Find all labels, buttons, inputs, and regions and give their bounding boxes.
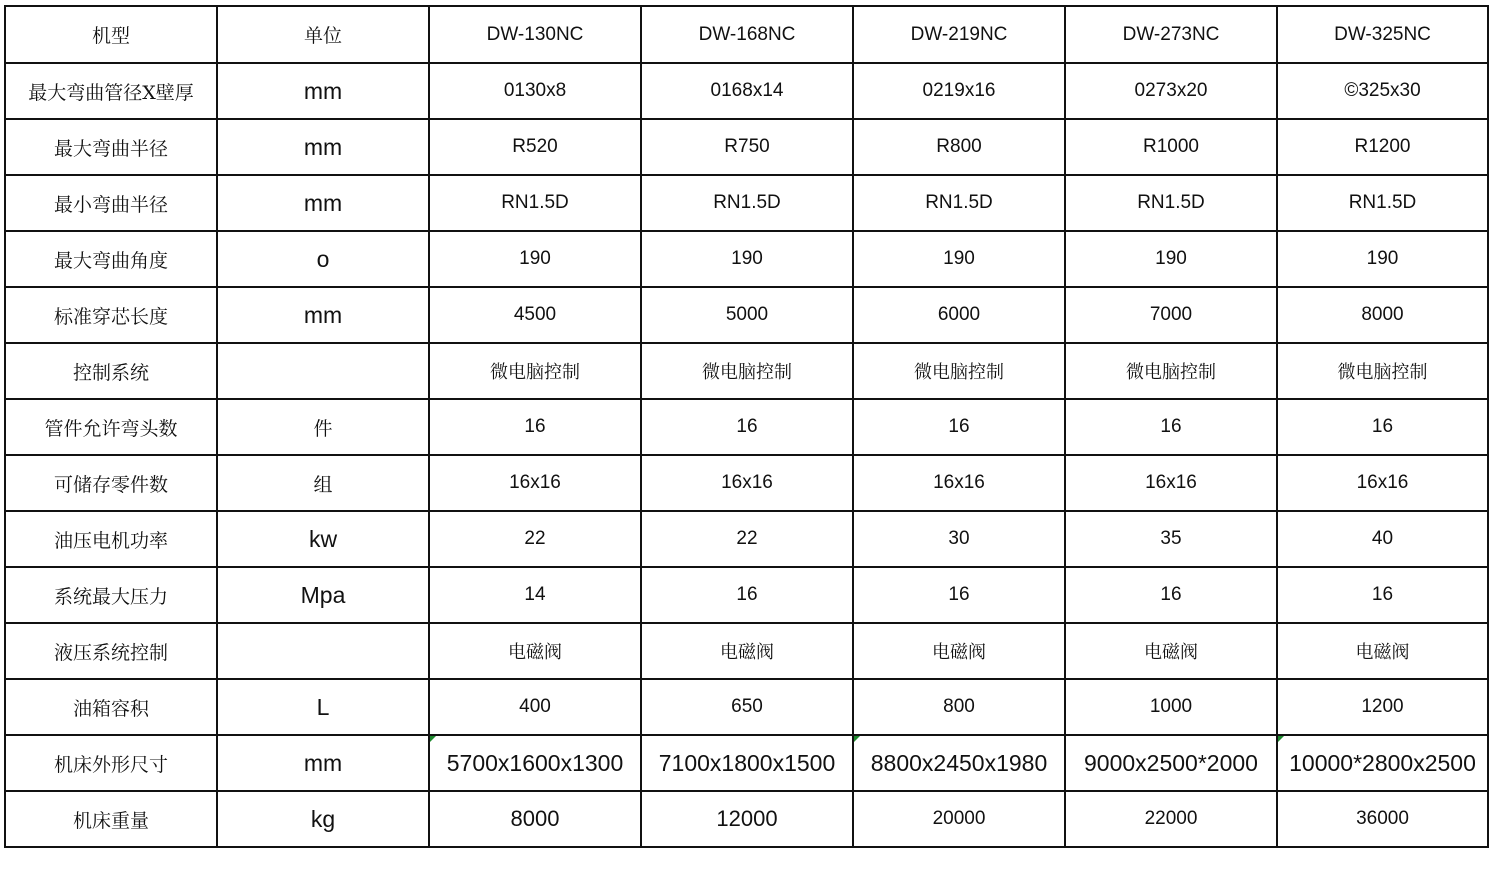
spec-table-body — [5, 6, 1488, 847]
value-cell: 16x16 — [1277, 455, 1488, 511]
value-cell: 16x16 — [429, 455, 641, 511]
value-cell: R1000 — [1065, 119, 1277, 175]
value-cell: 8000 — [429, 791, 641, 847]
comment-marker-icon — [429, 735, 437, 743]
unit-cell: mm — [217, 175, 429, 231]
unit-cell: Mpa — [217, 567, 429, 623]
value-cell: 7000 — [1065, 287, 1277, 343]
header-cell-dw-273nc: DW-273NC — [1065, 6, 1277, 63]
spec-table — [4, 5, 1489, 848]
value-cell: RN1.5D — [429, 175, 641, 231]
value-cell: 7100x1800x1500 — [641, 735, 853, 791]
header-cell-dw-130nc: DW-130NC — [429, 6, 641, 63]
row-label: 机床重量 — [5, 791, 217, 847]
row-label: 油压电机功率 — [5, 511, 217, 567]
value-cell: 12000 — [641, 791, 853, 847]
value-cell: 微电脑控制 — [641, 343, 853, 399]
value-cell — [429, 735, 641, 791]
value-cell: 20000 — [853, 791, 1065, 847]
value-cell: 35 — [1065, 511, 1277, 567]
value-cell: 微电脑控制 — [1065, 343, 1277, 399]
table-row — [5, 63, 1488, 119]
unit-cell — [217, 623, 429, 679]
value-cell: 800 — [853, 679, 1065, 735]
value-cell: 16 — [641, 567, 853, 623]
value-cell: 22 — [429, 511, 641, 567]
unit-cell: mm — [217, 119, 429, 175]
table-row — [5, 791, 1488, 847]
value-cell: 16 — [853, 399, 1065, 455]
table-row — [5, 455, 1488, 511]
value-cell: 1200 — [1277, 679, 1488, 735]
value-cell-content — [854, 736, 1064, 790]
value-cell: 190 — [1065, 231, 1277, 287]
table-row — [5, 399, 1488, 455]
row-label: 最大弯曲管径X壁厚 — [5, 63, 217, 119]
value-cell-content — [1278, 736, 1487, 790]
value-cell-content — [430, 736, 640, 790]
value-cell: 9000x2500*2000 — [1065, 735, 1277, 791]
row-label: 机床外形尺寸 — [5, 735, 217, 791]
value-cell: 22000 — [1065, 791, 1277, 847]
row-label: 最大弯曲角度 — [5, 231, 217, 287]
value-cell: R1200 — [1277, 119, 1488, 175]
value-cell: 190 — [1277, 231, 1488, 287]
value-cell: 16x16 — [853, 455, 1065, 511]
value-cell: 16 — [853, 567, 1065, 623]
header-row — [5, 6, 1488, 63]
row-label: 标准穿芯长度 — [5, 287, 217, 343]
value-cell: 电磁阀 — [641, 623, 853, 679]
value-cell: R750 — [641, 119, 853, 175]
value-text: 5700x1600x1300 — [446, 749, 624, 776]
value-cell: 400 — [429, 679, 641, 735]
table-row — [5, 119, 1488, 175]
row-label: 控制系统 — [5, 343, 217, 399]
value-cell: 30 — [853, 511, 1065, 567]
value-cell: 22 — [641, 511, 853, 567]
value-cell: 190 — [429, 231, 641, 287]
unit-cell — [217, 343, 429, 399]
table-row — [5, 231, 1488, 287]
row-label: 液压系统控制 — [5, 623, 217, 679]
value-cell: 电磁阀 — [429, 623, 641, 679]
comment-marker-icon — [1277, 735, 1285, 743]
value-cell: 40 — [1277, 511, 1488, 567]
value-cell: RN1.5D — [853, 175, 1065, 231]
value-cell: 0219x16 — [853, 63, 1065, 119]
row-label: 最小弯曲半径 — [5, 175, 217, 231]
value-cell: RN1.5D — [1065, 175, 1277, 231]
value-cell: 650 — [641, 679, 853, 735]
table-row — [5, 735, 1488, 791]
header-cell-dw-325nc: DW-325NC — [1277, 6, 1488, 63]
value-cell: 微电脑控制 — [853, 343, 1065, 399]
row-label: 管件允许弯头数 — [5, 399, 217, 455]
row-label: 系统最大压力 — [5, 567, 217, 623]
unit-cell: mm — [217, 735, 429, 791]
table-row — [5, 343, 1488, 399]
header-cell-model: 机型 — [5, 6, 217, 63]
value-cell: 0168x14 — [641, 63, 853, 119]
table-row — [5, 511, 1488, 567]
value-cell: 190 — [853, 231, 1065, 287]
value-cell: 0130x8 — [429, 63, 641, 119]
value-cell: 16 — [429, 399, 641, 455]
row-label: 可储存零件数 — [5, 455, 217, 511]
unit-cell: o — [217, 231, 429, 287]
row-label: 最大弯曲半径 — [5, 119, 217, 175]
header-cell-dw-168nc: DW-168NC — [641, 6, 853, 63]
value-cell: ©325x30 — [1277, 63, 1488, 119]
value-cell: 1000 — [1065, 679, 1277, 735]
value-cell — [1277, 735, 1488, 791]
value-cell: RN1.5D — [641, 175, 853, 231]
value-cell: 36000 — [1277, 791, 1488, 847]
value-cell: 16 — [1277, 567, 1488, 623]
row-label: 油箱容积 — [5, 679, 217, 735]
comment-marker-icon — [853, 735, 861, 743]
value-cell: 16 — [1065, 567, 1277, 623]
value-cell: 电磁阀 — [1065, 623, 1277, 679]
value-cell: 14 — [429, 567, 641, 623]
value-cell: 电磁阀 — [1277, 623, 1488, 679]
value-cell: RN1.5D — [1277, 175, 1488, 231]
table-row — [5, 175, 1488, 231]
unit-cell: mm — [217, 287, 429, 343]
value-cell: 电磁阀 — [853, 623, 1065, 679]
value-cell: 190 — [641, 231, 853, 287]
value-cell — [853, 735, 1065, 791]
value-cell: 微电脑控制 — [1277, 343, 1488, 399]
unit-cell: 件 — [217, 399, 429, 455]
unit-cell: 组 — [217, 455, 429, 511]
table-row — [5, 567, 1488, 623]
value-cell: 5000 — [641, 287, 853, 343]
value-cell: 8000 — [1277, 287, 1488, 343]
value-cell: 0273x20 — [1065, 63, 1277, 119]
table-row — [5, 287, 1488, 343]
unit-cell: L — [217, 679, 429, 735]
table-row — [5, 679, 1488, 735]
value-cell: 6000 — [853, 287, 1065, 343]
unit-cell: kw — [217, 511, 429, 567]
value-cell: 微电脑控制 — [429, 343, 641, 399]
value-cell: R520 — [429, 119, 641, 175]
value-cell: 16 — [1065, 399, 1277, 455]
value-cell: 16x16 — [641, 455, 853, 511]
value-cell: 16 — [641, 399, 853, 455]
value-cell: 4500 — [429, 287, 641, 343]
table-row — [5, 623, 1488, 679]
value-cell: 16 — [1277, 399, 1488, 455]
value-cell: R800 — [853, 119, 1065, 175]
value-text: 10000*2800x2500 — [1289, 749, 1476, 776]
header-cell-unit: 单位 — [217, 6, 429, 63]
header-cell-dw-219nc: DW-219NC — [853, 6, 1065, 63]
value-text: 8800x2450x1980 — [870, 749, 1048, 776]
unit-cell: mm — [217, 63, 429, 119]
unit-cell: kg — [217, 791, 429, 847]
value-cell: 16x16 — [1065, 455, 1277, 511]
